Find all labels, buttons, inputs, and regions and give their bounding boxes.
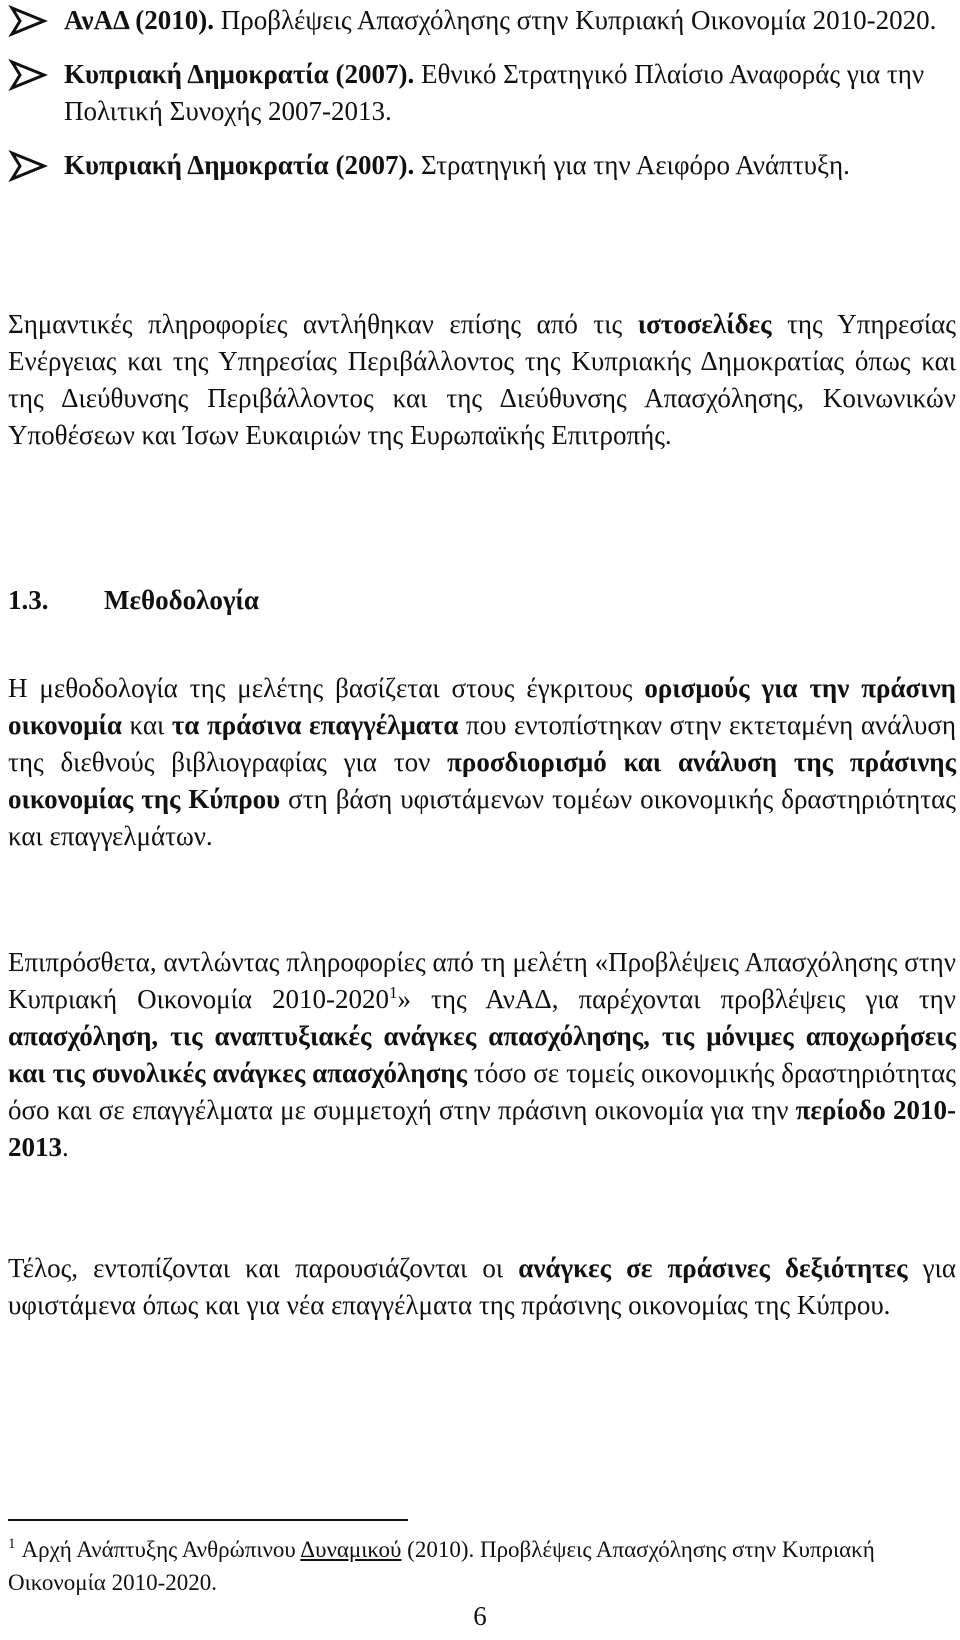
section-heading	[8, 582, 259, 619]
reference-item	[8, 147, 956, 184]
reference-author: Κυπριακή Δημοκρατία (2007).	[64, 59, 415, 89]
footnote	[8, 1533, 956, 1599]
section-number: 1.3.	[8, 585, 49, 615]
sources-paragraph	[8, 306, 956, 454]
reference-item	[8, 2, 956, 39]
bold-run: τα πράσινα επαγγέλματα	[171, 710, 459, 740]
text-run: Αρχή Ανάπτυξης Ανθρώπινου	[21, 1537, 301, 1562]
text-run: Επιπρόσθετα, αντλώντας πληροφορίες από τη μελέτη «Προβλέψεις Απασχόλησης στην Κυπριακή Οικονομία 2010-2020	[8, 947, 956, 1014]
bold-run: απασχόληση, τις αναπτυξιακές ανάγκες απασχόλησης, τις μόνιμες αποχωρήσεις και τις συνολικές ανάγκες απασχόλησης	[8, 1021, 956, 1088]
reference-title: Εθνικό Στρατηγικό Πλαίσιο Αναφοράς για την Πολιτική Συνοχής 2007-2013.	[64, 59, 925, 126]
page-number: 6	[473, 1601, 487, 1631]
footnote-divider	[8, 1519, 408, 1521]
bold-run: ανάγκες σε πράσινες δεξιότητες	[518, 1253, 908, 1283]
bold-run: περίοδο 2010-2013	[8, 1095, 957, 1162]
arrow-bullet-icon	[8, 4, 48, 38]
reference-title: Προβλέψεις Απασχόλησης στην Κυπριακή Οικονομία 2010-2020.	[213, 5, 937, 35]
bold-run: ιστοσελίδες	[637, 309, 772, 339]
bold-run: προσδιορισμό και ανάλυση της πράσινης οικονομίας της Κύπρου	[8, 747, 957, 814]
footnote-marker: 1	[8, 1536, 16, 1553]
forecasts-paragraph	[8, 944, 956, 1166]
reference-author: Κυπριακή Δημοκρατία (2007).	[64, 150, 415, 180]
text-run: που εντοπίστηκαν στην εκτεταμένη ανάλυση της διεθνούς βιβλιογραφίας για τον	[8, 710, 957, 777]
arrow-bullet-icon	[8, 58, 48, 92]
bold-run: ορισμούς για την πράσινη οικονομία	[8, 673, 956, 740]
text-run: Τέλος, εντοπίζονται και παρουσιάζονται οι	[8, 1253, 519, 1283]
underlined-run: Δυναμικού	[300, 1537, 402, 1562]
skills-paragraph	[8, 1250, 956, 1324]
section-title: Μεθοδολογία	[104, 585, 259, 615]
reference-author: ΑνΑΔ (2010).	[64, 5, 214, 35]
text-run: τόσο σε τομείς οικονομικής δραστηριότητας όσο και σε επαγγέλματα με συμμετοχή στην πράσινη οικονομία για την	[8, 1058, 956, 1125]
text-run: Η μεθοδολογία της μελέτης βασίζεται στους έγκριτους	[8, 673, 645, 703]
arrow-bullet-icon	[8, 149, 48, 183]
reference-list	[8, 2, 956, 201]
footnote-reference[interactable]: 1	[389, 983, 398, 1002]
text-run: Σημαντικές πληροφορίες αντλήθηκαν επίσης από τις	[8, 309, 638, 339]
text-run: και	[121, 710, 172, 740]
text-run: της Υπηρεσίας Ενέργειας και της Υπηρεσίας Περιβάλλοντος της Κυπριακής Δημοκρατίας όπως και της Διεύθυνσης Περιβάλλοντος και της Διεύθυνσης Απασχόλησης, Κοινωνικών Υποθέσεων και Ίσων Ευκαιριών της Ευρωπαϊκής Επιτροπής.	[8, 309, 956, 450]
text-run: για υφιστάμενα όπως και για νέα επαγγέλματα της πράσινης οικονομίας της Κύπρου.	[8, 1253, 957, 1320]
text-run: στη βάση υφιστάμενων τομέων οικονομικής δραστηριότητας και επαγγελμάτων.	[8, 784, 956, 851]
text-run: (2010). Προβλέψεις Απασχόλησης στην Κυπριακή Οικονομία 2010-2020.	[8, 1537, 875, 1595]
text-run: .	[62, 1132, 69, 1162]
reference-title: Στρατηγική για την Αειφόρο Ανάπτυξη.	[414, 150, 850, 180]
methodology-paragraph	[8, 670, 956, 855]
text-run: » της ΑνΑΔ, παρέχονται προβλέψεις για την	[397, 984, 957, 1014]
reference-item	[8, 56, 956, 130]
